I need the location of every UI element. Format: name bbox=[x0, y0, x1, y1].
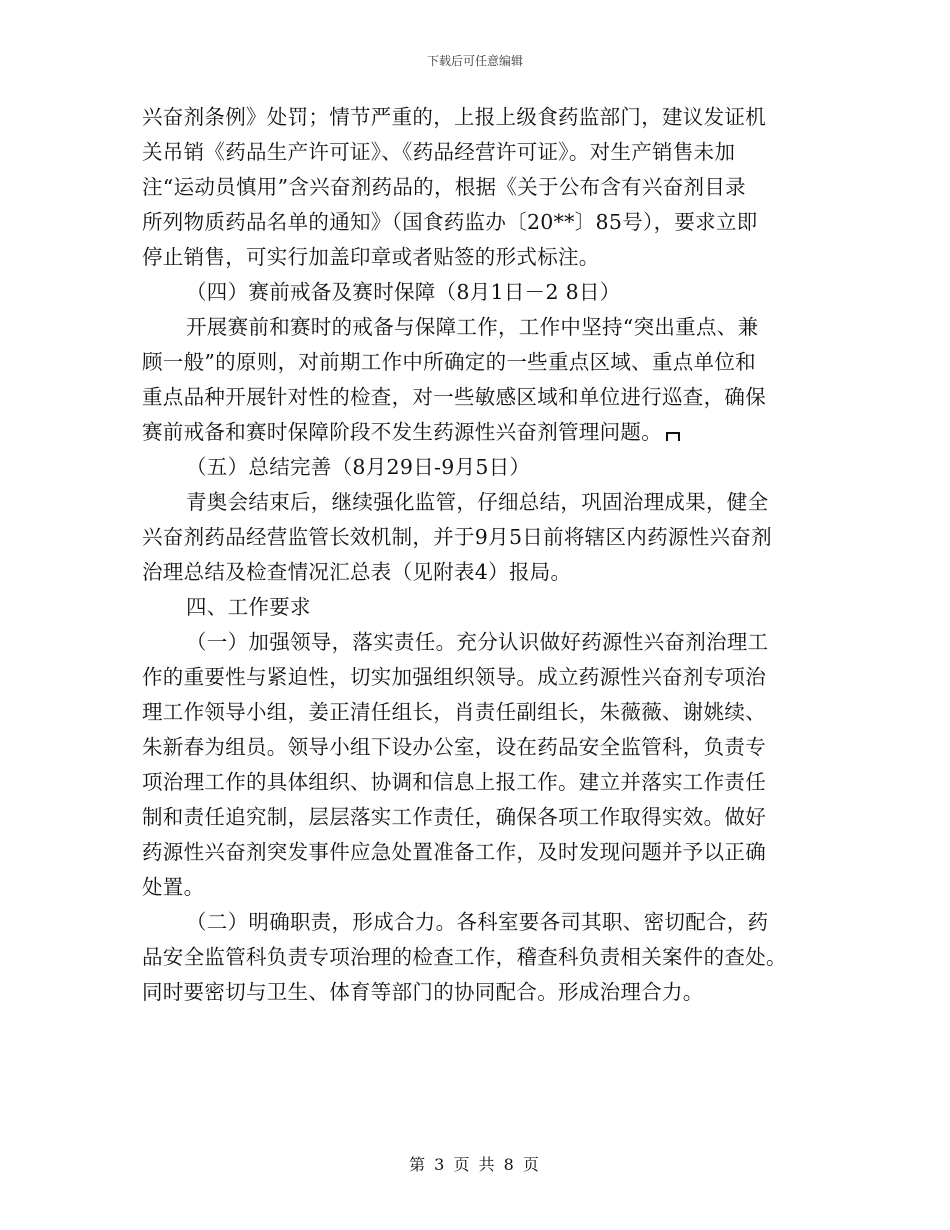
text-line: 重点品种开展针对性的检查，对一些敏感区域和单位进行巡查，确保 bbox=[142, 385, 766, 409]
page-footer: 第 3 页 共 8 页 bbox=[409, 1155, 541, 1174]
text-line: 理工作领导小组，姜正清任组长，肖责任副组长，朱薇薇、谢姚续、 bbox=[142, 700, 766, 724]
text-line: 作的重要性与紧迫性，切实加强组织领导。成立药源性兴奋剂专项治 bbox=[142, 665, 766, 689]
text-line: 同时要密切与卫生、体育等部门的协同配合。形成治理合力。 bbox=[142, 980, 704, 1004]
text-line: （一）加强领导，落实责任。充分认识做好药源性兴奋剂治理工 bbox=[186, 630, 769, 654]
text-line: 注“运动员慎用”含兴奋剂药品的，根据《关于公布含有兴奋剂目录 bbox=[142, 175, 746, 199]
text-line: 所列物质药品名单的通知》（国食药监办〔20**〕85号），要求立即 bbox=[142, 210, 758, 234]
paragraph bbox=[142, 485, 812, 590]
text-line: 顾一般”的原则，对前期工作中所确定的一些重点区域、重点单位和 bbox=[142, 350, 756, 374]
text-line: 品安全监管科负责专项治理的检查工作，稽查科负责相关案件的查处。 bbox=[142, 945, 787, 969]
text-line: 关吊销《药品生产许可证》、《药品经营许可证》。对生产销售未加 bbox=[142, 140, 736, 164]
text-line: 兴奋剂药品经营监管长效机制，并于9月5日前将辖区内药源性兴奋剂 bbox=[142, 525, 772, 549]
section-heading bbox=[142, 590, 812, 625]
text-line bbox=[142, 415, 812, 450]
text-line: （四）赛前戒备及赛时保障（8月1日－2 8日） bbox=[186, 280, 621, 304]
section-heading bbox=[142, 275, 812, 310]
text-line: 治理总结及检查情况汇总表（见附表4）报局。 bbox=[142, 560, 572, 584]
text-line: 开展赛前和赛时的戒备与保障工作，工作中坚持“突出重点、兼 bbox=[186, 315, 759, 339]
edit-mark-icon bbox=[666, 432, 680, 441]
text-line: 处置。 bbox=[142, 875, 205, 899]
text-line: 朱新春为组员。领导小组下设办公室，设在药品安全监管科，负责专 bbox=[142, 735, 766, 759]
paragraph bbox=[142, 310, 812, 450]
text-line-content: 赛前戒备和赛时保障阶段不发生药源性兴奋剂管理问题。 bbox=[142, 420, 662, 444]
text-line: 青奥会结束后，继续强化监管，仔细总结，巩固治理成果，健全 bbox=[186, 490, 769, 514]
section-heading bbox=[142, 450, 812, 485]
text-line: 项治理工作的具体组织、协调和信息上报工作。建立并落实工作责任 bbox=[142, 770, 766, 794]
text-line: 兴奋剂条例》处罚；情节严重的，上报上级食药监部门，建议发证机 bbox=[142, 105, 766, 129]
text-line: 制和责任追究制，层层落实工作责任，确保各项工作取得实效。做好 bbox=[142, 805, 766, 829]
text-line: （二）明确职责，形成合力。各科室要各司其职、密切配合，药 bbox=[186, 910, 769, 934]
text-line: 药源性兴奋剂突发事件应急处置准备工作，及时发现问题并予以正确 bbox=[142, 840, 766, 864]
document-body bbox=[142, 100, 812, 1010]
paragraph bbox=[142, 100, 812, 275]
text-line: （五）总结完善（8月29日-9月5日） bbox=[186, 455, 531, 479]
paragraph bbox=[142, 625, 812, 905]
page-header: 下载后可任意编辑 bbox=[426, 54, 523, 68]
paragraph bbox=[142, 905, 812, 1010]
text-line: 停止销售，可实行加盖印章或者贴签的形式标注。 bbox=[142, 245, 600, 269]
text-line: 四、工作要求 bbox=[186, 595, 311, 619]
